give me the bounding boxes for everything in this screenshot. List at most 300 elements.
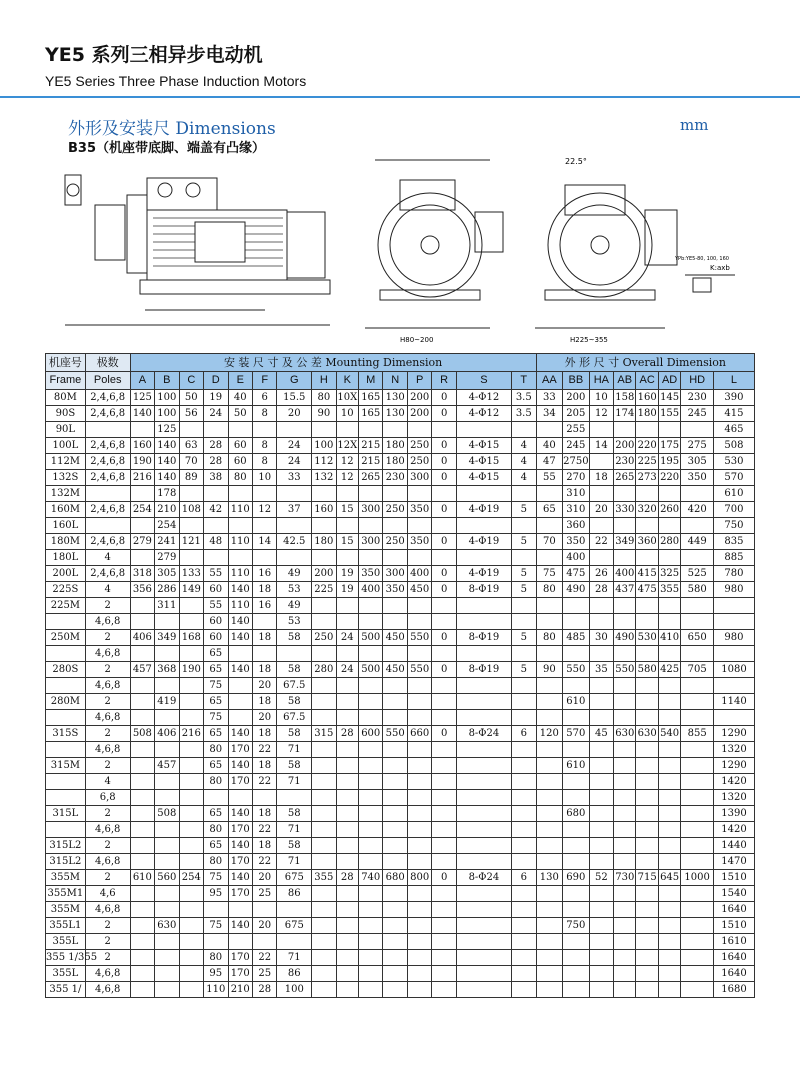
table-cell <box>383 774 407 790</box>
table-cell: 835 <box>713 534 754 550</box>
table-cell: 110 <box>228 534 252 550</box>
table-cell: 100 <box>277 982 312 998</box>
table-cell: 475 <box>636 582 658 598</box>
table-cell: 2 <box>85 918 130 934</box>
table-cell: 28 <box>204 438 228 454</box>
table-cell: 280S <box>46 662 86 678</box>
table-cell: 2,4,6,8 <box>85 390 130 406</box>
table-cell: 230 <box>614 454 636 470</box>
table-cell: 33 <box>277 470 312 486</box>
table-cell: 4-Φ12 <box>456 406 511 422</box>
table-cell <box>407 806 431 822</box>
table-cell: 550 <box>614 662 636 678</box>
table-cell <box>511 518 536 534</box>
table-cell <box>312 918 336 934</box>
table-cell <box>359 822 383 838</box>
table-row <box>46 934 755 950</box>
table-cell: 160 <box>130 438 154 454</box>
table-cell <box>155 886 179 902</box>
table-cell: 180 <box>636 406 658 422</box>
table-cell: 140 <box>228 630 252 646</box>
table-cell: 225 <box>636 454 658 470</box>
title-cn: YE5 系列三相异步电动机 <box>45 44 263 66</box>
table-cell <box>456 806 511 822</box>
col-header-t: T <box>511 372 536 390</box>
table-cell <box>636 918 658 934</box>
table-cell: 67.5 <box>277 678 312 694</box>
table-cell <box>432 742 456 758</box>
section-subtitle: B35（机座带底脚、端盖有凸缘） <box>68 141 265 156</box>
table-cell: 279 <box>155 550 179 566</box>
table-cell <box>383 758 407 774</box>
table-cell: 20 <box>277 406 312 422</box>
table-cell: 170 <box>228 950 252 966</box>
table-cell <box>589 422 613 438</box>
table-cell <box>407 598 431 614</box>
table-cell <box>536 982 563 998</box>
table-cell <box>511 918 536 934</box>
table-cell: 170 <box>228 774 252 790</box>
table-cell: 2,4,6,8 <box>85 566 130 582</box>
table-cell <box>713 614 754 630</box>
table-cell <box>252 646 276 662</box>
table-cell <box>614 518 636 534</box>
table-cell <box>681 902 714 918</box>
col-header-c: C <box>179 372 203 390</box>
table-cell: 50 <box>179 390 203 406</box>
table-cell <box>179 518 203 534</box>
table-cell: 210 <box>155 502 179 518</box>
table-cell: 48 <box>204 534 228 550</box>
table-cell <box>563 742 590 758</box>
table-cell <box>312 678 336 694</box>
table-row <box>46 726 755 742</box>
table-cell <box>130 934 154 950</box>
table-cell <box>359 694 383 710</box>
table-cell <box>681 694 714 710</box>
table-cell: 60 <box>204 582 228 598</box>
table-cell: 680 <box>563 806 590 822</box>
table-cell: 121 <box>179 534 203 550</box>
table-cell <box>456 518 511 534</box>
table-cell <box>658 790 680 806</box>
table-cell <box>511 758 536 774</box>
table-cell: 170 <box>228 966 252 982</box>
table-cell: 65 <box>204 758 228 774</box>
table-cell: 225M <box>46 598 86 614</box>
table-cell <box>336 614 358 630</box>
table-cell: 475 <box>563 566 590 582</box>
table-cell: 310 <box>563 486 590 502</box>
table-cell <box>536 854 563 870</box>
table-cell: 60 <box>228 454 252 470</box>
table-cell: 65 <box>536 502 563 518</box>
table-cell <box>312 598 336 614</box>
table-cell <box>312 982 336 998</box>
table-cell: 22 <box>252 742 276 758</box>
table-cell: 49 <box>277 566 312 582</box>
table-cell: 355M <box>46 902 86 918</box>
table-cell: 100 <box>155 406 179 422</box>
table-cell <box>511 598 536 614</box>
table-cell <box>359 774 383 790</box>
table-row <box>46 534 755 550</box>
table-cell <box>589 486 613 502</box>
table-cell <box>681 774 714 790</box>
table-cell <box>359 966 383 982</box>
table-cell <box>204 790 228 806</box>
table-cell: 140 <box>155 438 179 454</box>
table-cell <box>130 806 154 822</box>
table-cell <box>456 678 511 694</box>
table-row <box>46 630 755 646</box>
table-cell: 280 <box>658 534 680 550</box>
table-cell <box>636 518 658 534</box>
table-cell <box>179 966 203 982</box>
table-cell: 28 <box>336 870 358 886</box>
table-cell: 457 <box>155 758 179 774</box>
table-cell: 16 <box>252 598 276 614</box>
table-cell <box>456 422 511 438</box>
table-cell <box>204 902 228 918</box>
table-cell <box>336 982 358 998</box>
table-cell <box>432 982 456 998</box>
table-cell: 8 <box>252 438 276 454</box>
table-cell <box>511 982 536 998</box>
table-cell <box>681 982 714 998</box>
table-cell <box>130 886 154 902</box>
table-cell: 80M <box>46 390 86 406</box>
table-cell: 400 <box>614 566 636 582</box>
table-cell <box>511 902 536 918</box>
table-cell: 170 <box>228 886 252 902</box>
table-cell <box>456 854 511 870</box>
table-cell <box>658 982 680 998</box>
table-row <box>46 902 755 918</box>
table-cell: 2,4,6,8 <box>85 406 130 422</box>
table-cell <box>511 950 536 966</box>
table-cell <box>511 822 536 838</box>
table-cell: 71 <box>277 742 312 758</box>
table-cell <box>713 678 754 694</box>
table-cell <box>614 646 636 662</box>
table-cell <box>511 678 536 694</box>
table-cell: 2 <box>85 598 130 614</box>
table-cell <box>432 678 456 694</box>
table-cell <box>407 694 431 710</box>
table-cell <box>46 822 86 838</box>
table-cell <box>681 678 714 694</box>
table-cell: 1390 <box>713 806 754 822</box>
table-cell <box>511 710 536 726</box>
table-cell: 550 <box>407 662 431 678</box>
table-cell: 1290 <box>713 726 754 742</box>
table-cell: 630 <box>155 918 179 934</box>
table-cell: 300 <box>359 534 383 550</box>
table-cell: 170 <box>228 854 252 870</box>
table-cell <box>277 902 312 918</box>
table-cell: 550 <box>407 630 431 646</box>
table-cell <box>658 838 680 854</box>
table-cell: 47 <box>536 454 563 470</box>
table-cell: 140 <box>228 806 252 822</box>
table-cell <box>536 646 563 662</box>
table-cell: 38 <box>204 470 228 486</box>
table-cell <box>511 886 536 902</box>
table-cell: 254 <box>155 518 179 534</box>
table-cell <box>312 902 336 918</box>
table-cell: 368 <box>155 662 179 678</box>
table-cell: 0 <box>432 390 456 406</box>
table-cell: 75 <box>204 918 228 934</box>
table-cell: 610 <box>130 870 154 886</box>
table-cell <box>155 678 179 694</box>
table-cell <box>312 422 336 438</box>
table-cell <box>312 790 336 806</box>
table-cell: 80 <box>204 950 228 966</box>
table-cell <box>179 486 203 502</box>
table-row <box>46 854 755 870</box>
section-title: 外形及安装尺 Dimensions <box>68 119 276 139</box>
table-cell: 5 <box>511 630 536 646</box>
table-cell: 490 <box>614 630 636 646</box>
table-cell: 1510 <box>713 870 754 886</box>
table-cell: 350 <box>681 470 714 486</box>
table-cell <box>312 694 336 710</box>
table-cell: 465 <box>713 422 754 438</box>
table-cell <box>658 966 680 982</box>
table-cell: 8 <box>252 454 276 470</box>
table-cell <box>130 486 154 502</box>
table-cell: 1640 <box>713 950 754 966</box>
table-cell <box>456 646 511 662</box>
table-cell <box>589 598 613 614</box>
table-cell <box>681 518 714 534</box>
table-cell <box>359 838 383 854</box>
table-cell: 273 <box>636 470 658 486</box>
table-cell: 165 <box>359 390 383 406</box>
table-cell <box>713 646 754 662</box>
table-cell: 65 <box>204 646 228 662</box>
table-cell: 18 <box>252 838 276 854</box>
table-cell <box>407 678 431 694</box>
table-cell: 65 <box>204 662 228 678</box>
table-cell: 8-Φ24 <box>456 726 511 742</box>
table-cell: 28 <box>204 454 228 470</box>
table-cell <box>359 614 383 630</box>
table-cell <box>432 694 456 710</box>
table-cell <box>511 854 536 870</box>
table-cell <box>589 710 613 726</box>
table-cell <box>432 918 456 934</box>
terminal-plate <box>195 222 245 262</box>
table-cell: 245 <box>563 438 590 454</box>
table-cell <box>130 742 154 758</box>
table-cell: 22 <box>252 822 276 838</box>
table-cell <box>536 822 563 838</box>
table-cell <box>614 982 636 998</box>
table-cell <box>85 518 130 534</box>
table-row <box>46 406 755 422</box>
table-cell: 18 <box>252 726 276 742</box>
table-cell <box>383 710 407 726</box>
table-row <box>46 982 755 998</box>
table-cell <box>359 950 383 966</box>
table-cell <box>130 854 154 870</box>
table-cell: 500 <box>359 662 383 678</box>
table-cell <box>614 950 636 966</box>
table-cell <box>204 422 228 438</box>
table-cell: 4,6,8 <box>85 614 130 630</box>
table-cell: 570 <box>713 470 754 486</box>
table-row <box>46 790 755 806</box>
table-cell <box>407 934 431 950</box>
table-cell: 225 <box>312 582 336 598</box>
table-row <box>46 646 755 662</box>
table-cell: 168 <box>179 630 203 646</box>
table-cell <box>155 742 179 758</box>
table-cell: 660 <box>407 726 431 742</box>
table-cell <box>252 422 276 438</box>
table-cell <box>179 822 203 838</box>
table-cell: 55 <box>204 566 228 582</box>
table-cell: 350 <box>383 582 407 598</box>
table-cell <box>312 550 336 566</box>
table-cell: 610 <box>563 694 590 710</box>
table-cell: 508 <box>713 438 754 454</box>
table-cell <box>336 710 358 726</box>
table-cell <box>383 966 407 982</box>
table-cell: 2 <box>85 694 130 710</box>
table-cell: 58 <box>277 758 312 774</box>
table-row <box>46 822 755 838</box>
table-cell: 250 <box>383 502 407 518</box>
table-row <box>46 662 755 678</box>
table-cell: 90S <box>46 406 86 422</box>
table-cell: 0 <box>432 454 456 470</box>
table-cell: 45 <box>589 726 613 742</box>
table-cell <box>614 838 636 854</box>
table-cell <box>432 774 456 790</box>
table-cell <box>563 950 590 966</box>
table-cell: 18 <box>589 470 613 486</box>
terminal-box-side <box>147 178 217 210</box>
table-cell: 56 <box>179 406 203 422</box>
table-cell <box>407 614 431 630</box>
table-cell <box>179 774 203 790</box>
table-cell <box>511 614 536 630</box>
shaft-flange <box>95 205 125 260</box>
table-cell <box>614 774 636 790</box>
table-cell: 550 <box>563 662 590 678</box>
table-cell <box>536 598 563 614</box>
table-cell: 0 <box>432 662 456 678</box>
table-cell <box>359 806 383 822</box>
table-cell <box>407 742 431 758</box>
table-cell <box>130 550 154 566</box>
table-cell <box>636 550 658 566</box>
table-cell: 350 <box>359 566 383 582</box>
table-cell: 95 <box>204 886 228 902</box>
table-cell <box>359 710 383 726</box>
table-cell <box>155 950 179 966</box>
table-cell <box>681 614 714 630</box>
table-cell: 570 <box>563 726 590 742</box>
table-cell: 42.5 <box>277 534 312 550</box>
table-cell <box>359 902 383 918</box>
table-cell <box>636 934 658 950</box>
table-cell <box>456 758 511 774</box>
table-cell: 2 <box>85 630 130 646</box>
table-cell: 2,4,6,8 <box>85 454 130 470</box>
table-cell: 18 <box>252 582 276 598</box>
table-cell <box>658 710 680 726</box>
table-cell: 280 <box>312 662 336 678</box>
table-cell <box>179 886 203 902</box>
table-cell <box>536 742 563 758</box>
table-cell <box>636 422 658 438</box>
table-cell <box>456 614 511 630</box>
table-cell <box>312 838 336 854</box>
table-cell: 355M <box>46 870 86 886</box>
table-cell: 200 <box>563 390 590 406</box>
table-cell <box>155 646 179 662</box>
table-cell <box>277 422 312 438</box>
table-cell <box>589 742 613 758</box>
table-cell: 58 <box>277 806 312 822</box>
table-cell <box>614 822 636 838</box>
col-header-ad: AD <box>658 372 680 390</box>
table-cell <box>252 486 276 502</box>
table-cell: 140 <box>228 614 252 630</box>
table-cell <box>589 902 613 918</box>
table-cell <box>589 966 613 982</box>
table-cell: 55 <box>536 470 563 486</box>
table-cell <box>359 758 383 774</box>
table-cell <box>312 518 336 534</box>
table-cell <box>383 550 407 566</box>
table-cell <box>636 742 658 758</box>
table-cell: 71 <box>277 854 312 870</box>
table-cell <box>407 422 431 438</box>
table-cell: 216 <box>130 470 154 486</box>
table-cell: 449 <box>681 534 714 550</box>
table-cell: 158 <box>614 390 636 406</box>
table-cell: 58 <box>277 694 312 710</box>
table-cell: 0 <box>432 438 456 454</box>
table-cell <box>155 614 179 630</box>
table-row <box>46 486 755 502</box>
col-header-n: N <box>383 372 407 390</box>
table-cell <box>614 678 636 694</box>
table-cell <box>681 758 714 774</box>
table-cell <box>681 950 714 966</box>
table-cell: 200L <box>46 566 86 582</box>
table-cell: 210 <box>228 982 252 998</box>
table-cell: 170 <box>228 742 252 758</box>
table-cell <box>359 742 383 758</box>
table-cell <box>312 854 336 870</box>
table-cell: 19 <box>336 566 358 582</box>
table-cell <box>407 982 431 998</box>
table-cell: 133 <box>179 566 203 582</box>
table-cell: 90 <box>536 662 563 678</box>
table-cell <box>130 902 154 918</box>
table-cell: 125 <box>130 390 154 406</box>
table-cell <box>636 486 658 502</box>
table-cell: 300 <box>383 566 407 582</box>
table-cell <box>407 902 431 918</box>
